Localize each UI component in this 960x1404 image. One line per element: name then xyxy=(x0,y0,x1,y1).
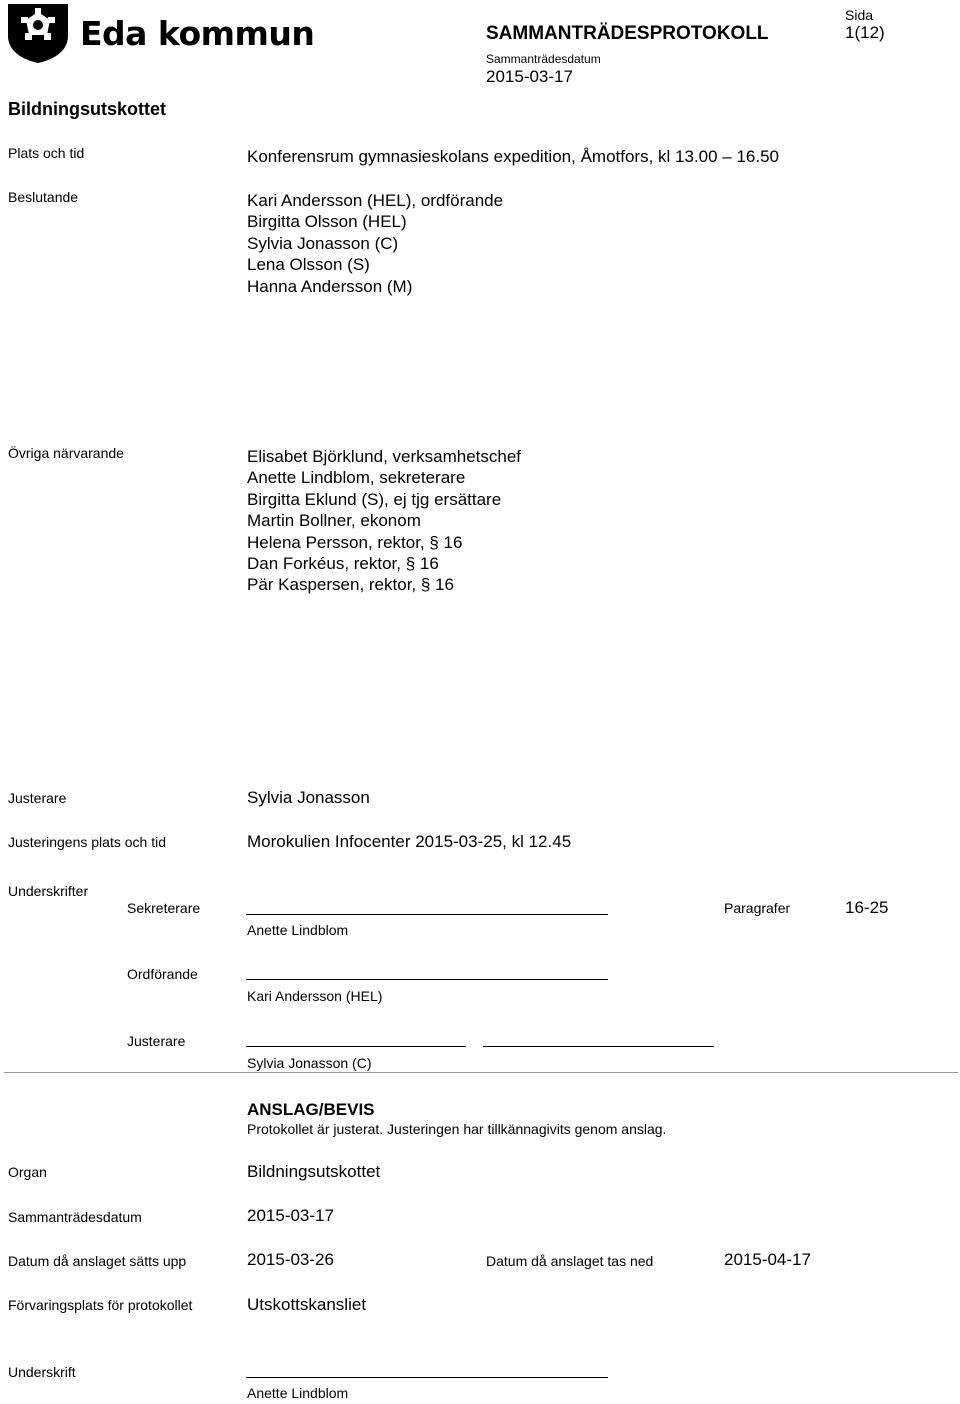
storage-label: Förvaringsplats för protokollet xyxy=(8,1297,193,1313)
others-list xyxy=(247,446,521,596)
header-date-label: Sammanträdesdatum xyxy=(486,52,601,66)
page-number: 1(12) xyxy=(845,23,885,42)
other-attendee: Martin Bollner, ekonom xyxy=(247,511,421,531)
organ-label: Organ xyxy=(8,1164,47,1180)
deciding-member: Birgitta Olsson (HEL) xyxy=(247,212,407,232)
other-attendee: Dan Forkéus, rektor, § 16 xyxy=(247,554,439,574)
final-signature-name: Anette Lindblom xyxy=(247,1385,349,1401)
secretary-signature-line xyxy=(246,914,608,915)
paragraphs-value: 16-25 xyxy=(845,898,889,917)
chair-name: Kari Andersson (HEL) xyxy=(247,988,383,1004)
deciding-member: Sylvia Jonasson (C) xyxy=(247,233,399,253)
coat-of-arms-icon xyxy=(6,2,70,64)
committee-title: Bildningsutskottet xyxy=(8,99,166,119)
place-value: Konferensrum gymnasieskolans expedition, Åmotfors, kl 13.00 – 16.50 xyxy=(247,147,780,166)
adjuster-value: Sylvia Jonasson xyxy=(247,788,370,807)
other-attendee: Birgitta Eklund (S), ej tjg ersättare xyxy=(247,489,502,509)
removed-value: 2015-04-17 xyxy=(724,1250,811,1269)
posted-value: 2015-03-26 xyxy=(247,1250,334,1269)
deciding-list xyxy=(247,190,503,297)
meeting-date-value: 2015-03-17 xyxy=(247,1206,334,1225)
adjust-place-value: Morokulien Infocenter 2015-03-25, kl 12.45 xyxy=(247,832,572,851)
notice-title: ANSLAG/BEVIS xyxy=(247,1100,375,1119)
final-signature-line xyxy=(246,1377,608,1378)
other-attendee: Pär Kaspersen, rektor, § 16 xyxy=(247,575,454,595)
posted-label: Datum då anslaget sätts upp xyxy=(8,1253,187,1269)
document-type: SAMMANTRÄDESPROTOKOLL xyxy=(486,23,769,44)
place-label: Plats och tid xyxy=(8,145,85,161)
chair-label: Ordförande xyxy=(127,966,198,982)
notice-text: Protokollet är justerat. Justeringen har tillkännagivits genom anslag. xyxy=(247,1121,667,1137)
adjust-place-label: Justeringens plats och tid xyxy=(8,834,166,850)
other-attendee: Anette Lindblom, sekreterare xyxy=(247,468,466,488)
adjuster-signature-line xyxy=(246,1046,466,1047)
adjuster-label: Justerare xyxy=(8,790,67,806)
removed-label: Datum då anslaget tas ned xyxy=(486,1253,654,1269)
signatures-label: Underskrifter xyxy=(8,883,89,899)
secretary-label: Sekreterare xyxy=(127,900,201,916)
deciding-member: Kari Andersson (HEL), ordförande xyxy=(247,191,504,210)
page-label: Sida xyxy=(845,7,874,23)
deciding-member: Hanna Andersson (M) xyxy=(247,276,413,296)
others-label: Övriga närvarande xyxy=(8,445,124,461)
signature-adjuster-label: Justerare xyxy=(127,1033,186,1049)
other-attendee: Elisabet Björklund, verksamhetschef xyxy=(247,447,522,466)
chair-signature-line xyxy=(246,979,608,980)
adjuster-name: Sylvia Jonasson (C) xyxy=(247,1055,372,1071)
deciding-member: Lena Olsson (S) xyxy=(247,255,370,275)
header-date-value: 2015-03-17 xyxy=(486,67,573,86)
logo-wordmark: Eda kommun xyxy=(80,14,315,53)
paragraphs-label: Paragrafer xyxy=(724,900,791,916)
signature-label: Underskrift xyxy=(8,1364,76,1380)
organ-value: Bildningsutskottet xyxy=(247,1162,381,1181)
section-divider xyxy=(4,1072,958,1073)
meeting-date-label: Sammanträdesdatum xyxy=(8,1209,142,1225)
deciding-label: Beslutande xyxy=(8,189,79,205)
municipality-logo xyxy=(6,2,315,64)
secretary-name: Anette Lindblom xyxy=(247,922,349,938)
adjuster-signature-line-2 xyxy=(483,1046,714,1047)
other-attendee: Helena Persson, rektor, § 16 xyxy=(247,532,463,552)
storage-value: Utskottskansliet xyxy=(247,1295,367,1314)
